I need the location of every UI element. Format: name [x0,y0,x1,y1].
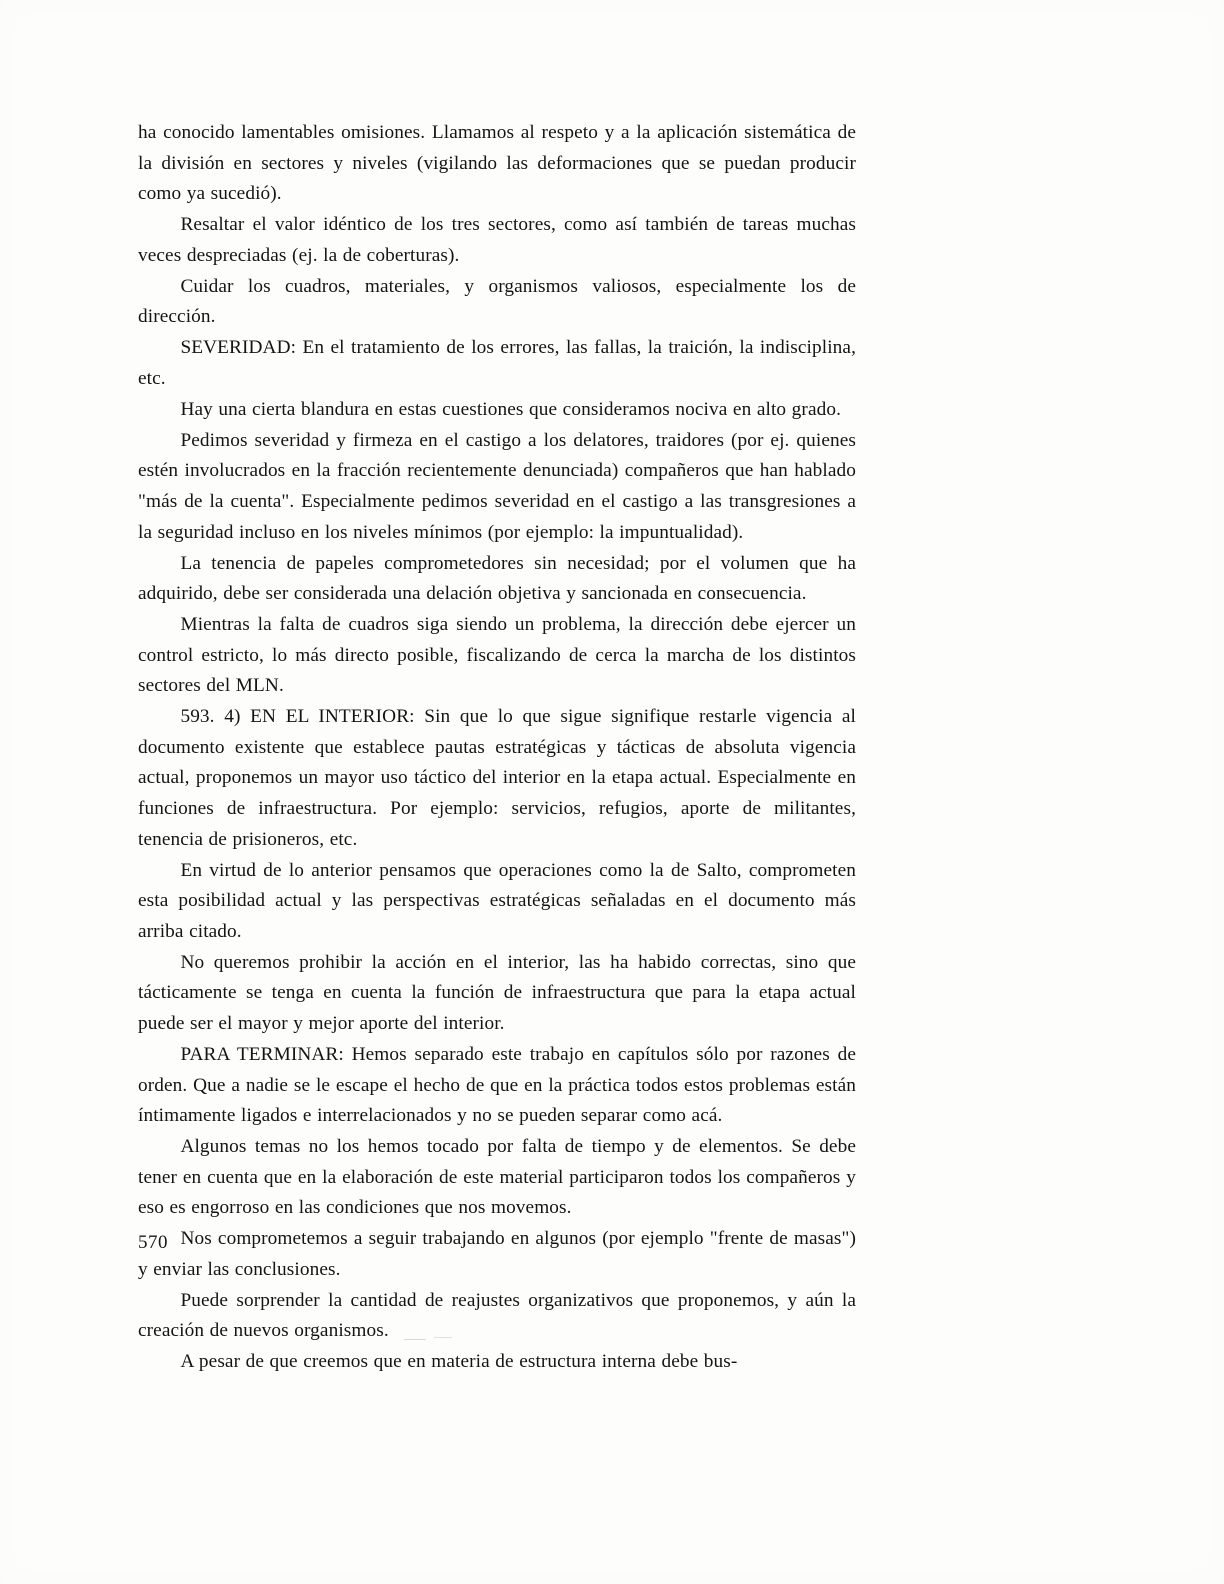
paragraph: En virtud de lo anterior pensamos que operaciones como la de Salto, comprometen esta posibilidad actual y las perspectivas estratégicas señaladas en el documento más arriba citado. [138,859,856,942]
paragraph: Resaltar el valor idéntico de los tres sectores, como así también de tareas muchas veces despreciadas (ej. la de coberturas). [138,214,856,266]
paragraph: Hay una cierta blandura en estas cuestiones que consideramos nociva en alto grado. [180,398,842,420]
paragraph-numbered-593: 593. 4) EN EL INTERIOR: Sin que lo que sigue signifique restarle vigencia al documento existente que establece pautas estratégicas y tácticas de absoluta vigencia actual, proponemos un mayor uso táctico del interior en la etapa actual. Especialmente en funciones de infraestructura. Por ejemplo: servicios, refugios, aporte de militantes, tenencia de prisioneros, etc. [138,706,856,850]
paragraph: No queremos prohibir la acción en el interior, las ha habido correctas, sino que tácticamente se tenga en cuenta la función de infraestructura que para la etapa actual puede ser el mayor y mejor aporte del interior. [138,951,856,1034]
page-number: 570 [138,1232,168,1253]
paragraph: Nos comprometemos a seguir trabajando en algunos (por ejemplo "frente de masas") y enviar las conclusiones. [138,1228,856,1280]
body-text-column [138,118,856,1378]
scan-artifact [434,1337,452,1338]
paragraph: Pedimos severidad y firmeza en el castigo a los delatores, traidores (por ej. quienes estén involucrados en la fracción recientemente denunciada) compañeros que han hablado "más de la cuenta". Especialmente pedimos severidad en el castigo a las transgresiones a la seguridad incluso en los niveles mínimos (por ejemplo: la impuntualidad). [138,429,856,543]
paragraph: La tenencia de papeles comprometedores sin necesidad; por el volumen que ha adquirido, debe ser considerada una delación objetiva y sancionada en consecuencia. [138,552,856,605]
paragraph: A pesar de que creemos que en materia de estructura interna debe bus- [180,1351,738,1373]
paragraph: Puede sorprender la cantidad de reajustes organizativos que proponemos, y aún la creación de nuevos organismos. [138,1289,856,1342]
paragraph-para-terminar: PARA TERMINAR: Hemos separado este trabajo en capítulos sólo por razones de orden. Que a nadie se le escape el hecho de que en la práctica todos estos problemas están íntimamente ligados e interrelacionados y no se pueden separar como acá. [138,1043,856,1127]
paragraph: Algunos temas no los hemos tocado por falta de tiempo y de elementos. Se debe tener en cuenta que en la elaboración de este material participaron todos los compañeros y eso es engorroso en las condiciones que nos movemos. [138,1136,856,1219]
paragraph: Mientras la falta de cuadros siga siendo un problema, la dirección debe ejercer un control estricto, lo más directo posible, fiscalizando de cerca la marcha de los distintos sectores del MLN. [138,614,856,697]
paragraph-severidad: SEVERIDAD: En el tratamiento de los errores, las fallas, la traición, la indisciplina, etc. [138,337,856,389]
paragraph: ha conocido lamentables omisiones. Llamamos al respeto y a la aplicación sistemática de la división en sectores y niveles (vigilando las deformaciones que se puedan producir como ya sucedió). [138,122,856,205]
scan-artifact [404,1339,426,1340]
paragraph: Cuidar los cuadros, materiales, y organismos valiosos, especialmente los de dirección. [138,275,856,328]
